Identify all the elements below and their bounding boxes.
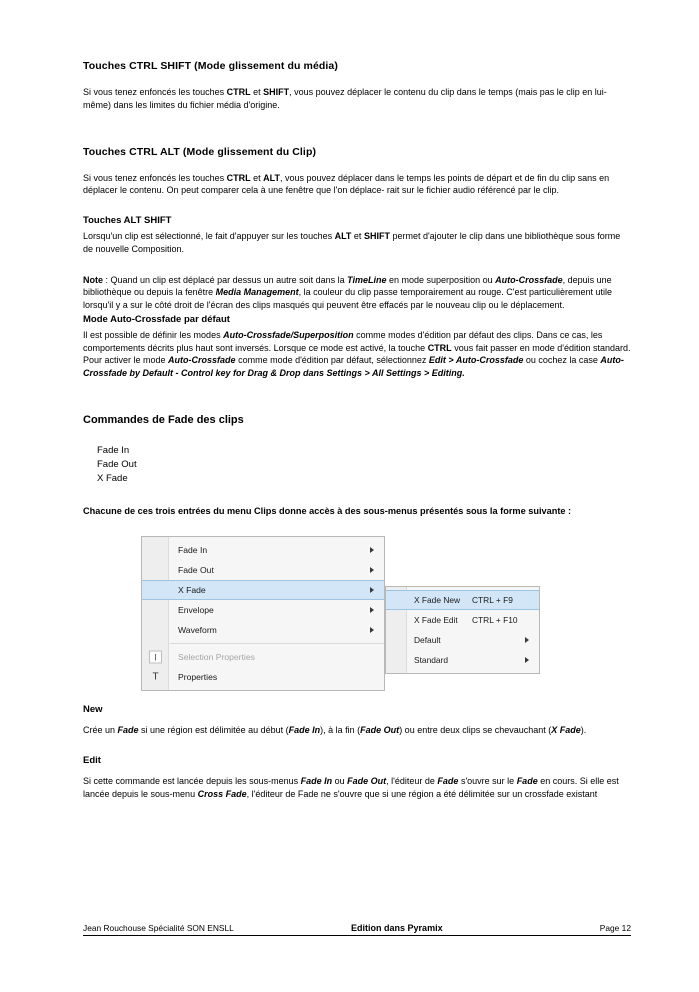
submenu-item-label: Default — [414, 635, 441, 646]
text-cursor-icon: I — [149, 651, 162, 664]
heading-alt-shift: Touches ALT SHIFT — [83, 215, 172, 227]
submenu-item-label: Standard — [414, 655, 448, 666]
paragraph-ctrl-alt: Si vous tenez enfoncés les touches CTRL et ALT, vous pouvez déplacer dans le temps les points de départ et de fin du clip sans en déplacer le contenu. On peut comparer cela à une fenêtre que l'on déplace- rait sur le fichier audio référencé par le clip. — [83, 172, 610, 196]
menu-item-label: Selection Properties — [178, 652, 255, 663]
section-title-fade-commands: Commandes de Fade des clips — [83, 413, 244, 426]
paragraph-auto-crossfade-default: Il est possible de définir les modes Auto-Crossfade/Superposition comme modes d'édition par défaut des clips. Dans ce cas, les comportements décrits plus haut sont inversés. Lorsque ce mode est activé, la touche CTRL vous fait passer en mode d'édition standard. — [83, 329, 631, 353]
document-content — [83, 60, 631, 800]
submenu-item-x-fade-new[interactable] — [386, 590, 539, 610]
heading-new: New — [83, 704, 103, 716]
paragraph-new: Crée un Fade si une région est délimitée au début (Fade In), à la fin (Fade Out) ou entre deux clips se chevauchant (X Fade). — [83, 725, 587, 736]
heading-ctrl-alt: Touches CTRL ALT (Mode glissement du Clip) — [83, 145, 317, 158]
menu-item-waveform[interactable] — [142, 620, 384, 640]
fade-list-item-2: X Fade — [97, 473, 128, 485]
fade-list-item-0: Fade In — [97, 444, 130, 456]
menu-item-properties[interactable] — [142, 667, 384, 687]
paragraph-activate-auto-crossfade: Pour activer le mode Auto-Crossfade comme mode d'édition par défaut, sélectionnez Edit > Auto-Crossfade ou cochez la case Auto-Crossfade by Default - Control key for Drag & Drop dans Settings > All Settings > Editing. — [83, 355, 624, 379]
footer-title: Edition dans Pyramix — [351, 923, 443, 933]
paragraph-fade-intro: Chacune de ces trois entrées du menu Clips donne accès à des sous-menus présentés sous la forme suivante : — [83, 505, 572, 516]
menu-item-fade-out[interactable] — [142, 560, 384, 580]
footer-page-number: Page 12 — [599, 923, 631, 933]
footer-author: Jean Rouchouse Spécialité SON ENSLL — [83, 923, 234, 933]
fade-list-item-1: Fade Out — [97, 459, 137, 471]
heading-ctrl-shift: Touches CTRL SHIFT (Mode glissement du média) — [83, 60, 338, 72]
note-paragraph: Note : Quand un clip est déplacé par dessus un autre soit dans la TimeLine en mode superposition ou Auto-Crossfade, depuis une bibliothèque ou depuis la fenêtre Media Management, la couleur du clip passe temporairement au rouge. C'est particulièrement utile lorsqu'il y a sur le côté droit de l'écran des clips masqués qui peuvent être effacés par le nouveau clip ou le déplacement. — [83, 274, 613, 311]
chevron-right-icon — [525, 637, 529, 643]
submenu-item-standard[interactable] — [386, 650, 539, 670]
menu-item-label: Envelope — [178, 605, 214, 616]
clips-menu-submenu-xfade[interactable] — [385, 586, 540, 674]
paragraph-alt-shift: Lorsqu'un clip est sélectionné, le fait d'appuyer sur les touches ALT et SHIFT permet d'ajouter le clip dans une bibliothèque sous forme de nouvelle Composition. — [83, 231, 621, 254]
chevron-right-icon — [370, 587, 374, 593]
submenu-item-x-fade-edit[interactable] — [386, 610, 539, 630]
fade-commands-list — [83, 444, 631, 487]
heading-auto-crossfade-default: Mode Auto-Crossfade par défaut — [83, 313, 230, 325]
menu-item-x-fade[interactable] — [142, 580, 384, 600]
chevron-right-icon — [370, 627, 374, 633]
menu-item-label: Properties — [178, 672, 218, 683]
submenu-item-default[interactable] — [386, 630, 539, 650]
heading-edit: Edit — [83, 754, 101, 766]
submenu-item-shortcut: CTRL + F9 — [472, 595, 513, 606]
menu-item-label: Fade In — [178, 545, 208, 556]
menu-item-envelope[interactable] — [142, 600, 384, 620]
submenu-item-label: X Fade New — [414, 595, 461, 606]
menu-item-fade-in[interactable] — [142, 540, 384, 560]
menu-separator — [170, 643, 384, 644]
menu-item-label: Waveform — [178, 625, 217, 636]
clips-menu-screenshot — [83, 536, 631, 686]
menu-item-label: X Fade — [178, 585, 206, 596]
menu-item-selection-properties[interactable] — [142, 647, 384, 667]
paragraph-edit: Si cette commande est lancée depuis les sous-menus Fade In ou Fade Out, l'éditeur de Fade s'ouvre sur le Fade en cours. Si elle est lancée depuis le sous-menu Cross Fade, l'éditeur de Fade ne s'ouvre que si une région a été délimitée sur un crossfade existant — [83, 775, 619, 799]
clips-menu-main[interactable] — [141, 536, 385, 691]
chevron-right-icon — [370, 567, 374, 573]
chevron-right-icon — [370, 547, 374, 553]
paragraph-ctrl-shift: Si vous tenez enfoncés les touches CTRL et SHIFT, vous pouvez déplacer le contenu du clip dans le temps (mais pas le clip en lui-même) dans les limites du fichier média d'origine. — [83, 87, 607, 110]
chevron-right-icon — [370, 607, 374, 613]
submenu-item-shortcut: CTRL + F10 — [472, 615, 518, 626]
submenu-item-label: X Fade Edit — [414, 615, 458, 626]
page-footer — [83, 923, 631, 936]
properties-icon: T — [152, 671, 159, 683]
menu-item-label: Fade Out — [178, 565, 214, 576]
chevron-right-icon — [525, 657, 529, 663]
